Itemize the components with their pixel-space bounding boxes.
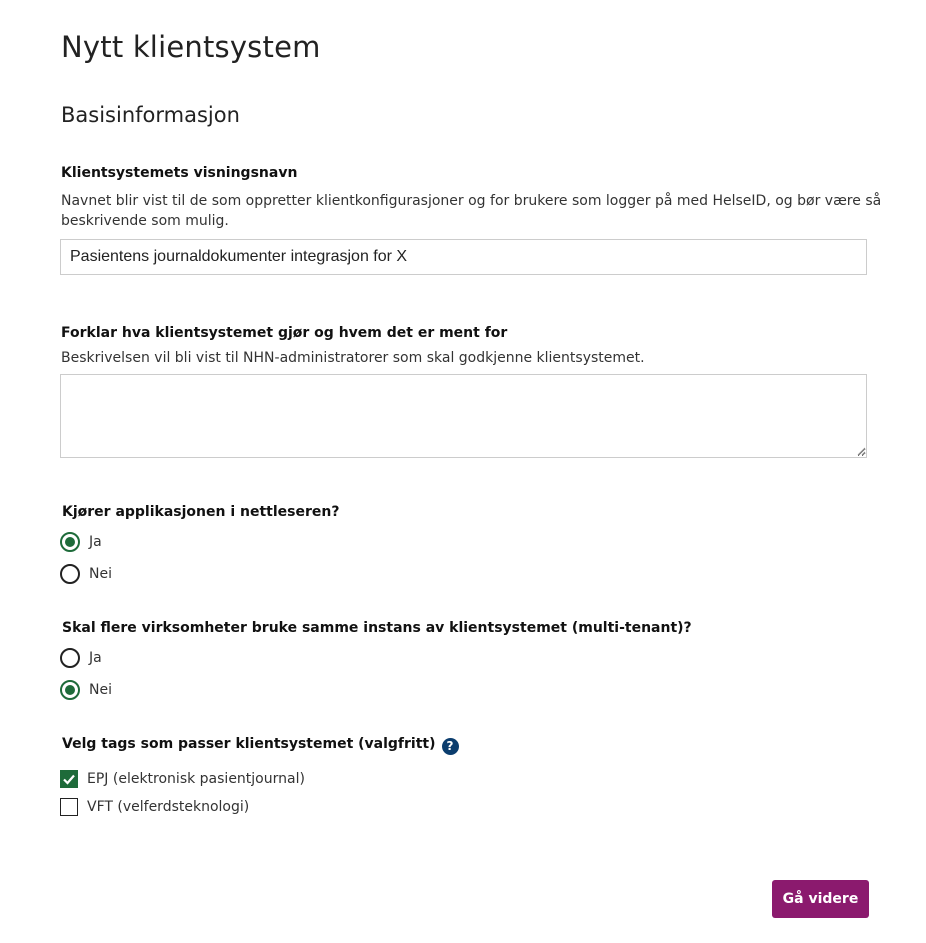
resize-handle-icon[interactable]	[856, 446, 866, 456]
checkbox-label: VFT (velferdsteknologi)	[87, 799, 250, 815]
checkmark-icon	[62, 772, 76, 786]
description-label: Forklar hva klientsystemet gjør og hvem det er ment for	[61, 325, 508, 341]
tag-option-epj[interactable]	[60, 770, 305, 788]
runs-in-browser-label: Kjører applikasjonen i nettleseren?	[62, 504, 340, 520]
radio-button[interactable]	[60, 680, 80, 700]
next-button[interactable]: Gå videre	[772, 880, 869, 918]
display-name-help-line1: Navnet blir vist til de som oppretter klientkonfigurasjoner og for brukere som logger på med HelseID, og bør være så	[61, 193, 882, 209]
radio-button[interactable]	[60, 564, 80, 584]
section-title: Basisinformasjon	[61, 103, 240, 127]
multi-tenant-option-nei[interactable]	[60, 680, 112, 700]
description-textarea[interactable]	[60, 374, 867, 458]
question-circle-icon[interactable]: ?	[442, 738, 459, 755]
radio-selected-dot	[65, 537, 75, 547]
multi-tenant-label: Skal flere virksomheter bruke samme instans av klientsystemet (multi-tenant)?	[62, 620, 692, 636]
tags-label-text: Velg tags som passer klientsystemet (valgfritt)	[62, 736, 436, 752]
description-help: Beskrivelsen vil bli vist til NHN-administratorer som skal godkjenne klientsystemet.	[61, 350, 645, 366]
runs-in-browser-option-nei[interactable]	[60, 564, 112, 584]
checkbox[interactable]	[60, 770, 78, 788]
radio-selected-dot	[65, 685, 75, 695]
radio-label: Nei	[89, 566, 112, 582]
radio-button[interactable]	[60, 648, 80, 668]
radio-label: Ja	[89, 534, 102, 550]
radio-label: Nei	[89, 682, 112, 698]
multi-tenant-option-ja[interactable]	[60, 648, 102, 668]
radio-label: Ja	[89, 650, 102, 666]
display-name-input[interactable]	[60, 239, 867, 275]
radio-button[interactable]	[60, 532, 80, 552]
tags-label	[62, 736, 459, 755]
checkbox[interactable]	[60, 798, 78, 816]
checkbox-label: EPJ (elektronisk pasientjournal)	[87, 771, 305, 787]
display-name-help-line2: beskrivende som mulig.	[61, 213, 229, 229]
tag-option-vft[interactable]	[60, 798, 249, 816]
runs-in-browser-option-ja[interactable]	[60, 532, 102, 552]
page-title: Nytt klientsystem	[61, 30, 321, 64]
display-name-label: Klientsystemets visningsnavn	[61, 165, 298, 181]
